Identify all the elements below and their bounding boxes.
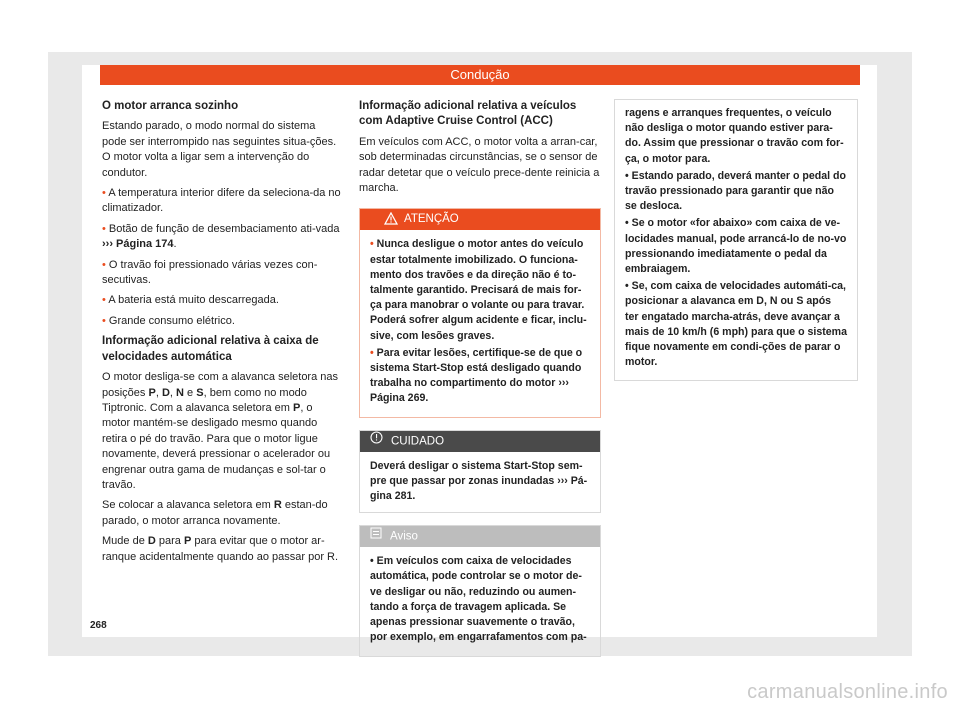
page-number: 268 xyxy=(90,620,107,631)
column-2 xyxy=(359,99,601,657)
watermark: carmanualsonline.info xyxy=(747,681,948,703)
paragraph: Em veículos com ACC, o motor volta a arran-car, sob determinadas circunstâncias, se o sensor de radar detetar que o veículo prece-dente reinicia a marcha. xyxy=(359,135,600,195)
warning-box-title: ATENÇÃO xyxy=(360,209,600,230)
note-box xyxy=(359,525,601,656)
note-box-continued-body xyxy=(615,100,857,380)
paragraph: O motor desliga-se com a alavanca seletora nas posições P, D, N e S, bem como no modo Tiptronic. Com a alavanca seletora em P, o motor mantém-se desligado mesmo quando retira o pé do travão. Para que o motor ligue novamente, deverá pressionar o acelerador ou engrenar outra gama de mudanças e sol-tar o travão. xyxy=(102,371,339,491)
caution-box-body: Deverá desligar o sistema Start-Stop sem-pre que passar por zonas inundadas ››› Pá-gina 281. xyxy=(370,459,588,503)
warning-triangle-icon xyxy=(384,212,398,233)
warning-box xyxy=(359,208,601,417)
paragraph: Mude de D para P para evitar que o motor ar-ranque acidentalmente quando ao passar por R. xyxy=(102,535,339,563)
paragraph: ragens e arranques frequentes, o veículo não desliga o motor quando estiver para-do. Assim que pressionar o travão com for-ça, o motor para. xyxy=(625,107,844,165)
warning-box-body xyxy=(360,230,600,416)
list-item: • Botão de função de desembaciamento ati-vada ››› Página 174. xyxy=(102,222,340,251)
list-item: • O travão foi pressionado várias vezes con-secutivas. xyxy=(102,258,318,287)
page-reference-link[interactable]: ››› Página 269. xyxy=(370,377,569,405)
note-box-body xyxy=(360,547,600,655)
note-box-continued xyxy=(614,99,858,381)
list-item: • Nunca desligue o motor antes do veículo estar totalmente imobilizado. O funciona-mento dos travões e da direção não é to-talmente garantido. Precisará de mais for-ça para manobrar o volante ou para travar. Poderá sofrer algum acidente e ficar, inclu-sive, com lesões graves. xyxy=(370,238,587,342)
heading-engine-restart: O motor arranca sozinho xyxy=(102,100,239,112)
list-item: • A temperatura interior difere da seleciona-da no climatizador. xyxy=(102,187,341,215)
paragraph: Estando parado, o modo normal do sistema pode ser interrompido nas seguintes situa-ções. O motor volta a ligar sem a intervenção do condutor. xyxy=(102,120,337,179)
list-item: • Para evitar lesões, certifique-se de que o sistema Start-Stop está desligado quando trabalha no compartimento do motor ››› Página 269. xyxy=(370,346,583,405)
column-3 xyxy=(614,99,858,381)
heading-acc: Informação adicional relativa a veículos com Adaptive Cruise Control (ACC) xyxy=(359,100,577,128)
chapter-header: Condução xyxy=(100,65,860,85)
paragraph: Se colocar a alavanca seletora em R estan-do parado, o motor arranca novamente. xyxy=(102,499,328,527)
list-item: • Grande consumo elétrico. xyxy=(102,314,235,327)
page-reference-link[interactable]: ››› Página 174 xyxy=(102,238,174,251)
list-item: • A bateria está muito descarregada. xyxy=(102,294,279,307)
list-item: • Estando parado, deverá manter o pedal do travão pressionado para garantir que não se desloca. xyxy=(625,169,846,213)
info-circle-icon xyxy=(370,431,383,452)
list-item: • Se, com caixa de velocidades automáti-ca, posicionar a alavanca em D, N ou S após ter engatado marcha-atrás, deve avançar a mais de 10 km/h (6 mph) para que o sistema fique novamente em condi-ções de parar o motor. xyxy=(625,280,847,369)
column-1 xyxy=(102,99,342,570)
note-icon xyxy=(370,526,382,547)
caution-box xyxy=(359,430,601,514)
list-item: • Se o motor «for abaixo» com caixa de ve-locidades manual, pode arrancá-lo de no-vo pressionando imediatamente o pedal da embraiagem. xyxy=(625,217,847,276)
caution-box-title: CUIDADO xyxy=(360,431,600,452)
note-box-title: Aviso xyxy=(360,526,600,547)
list-item: • Em veículos com caixa de velocidades automática, pode controlar se o motor de-ve desligar ou não, reduzindo ou aumen-tando a força de travagem aplicada. Se apenas pressionar suavemente o travão, por exemplo, em engarrafamentos com pa- xyxy=(370,555,587,644)
heading-automatic-gearbox: Informação adicional relativa à caixa de velocidades automática xyxy=(102,335,319,363)
